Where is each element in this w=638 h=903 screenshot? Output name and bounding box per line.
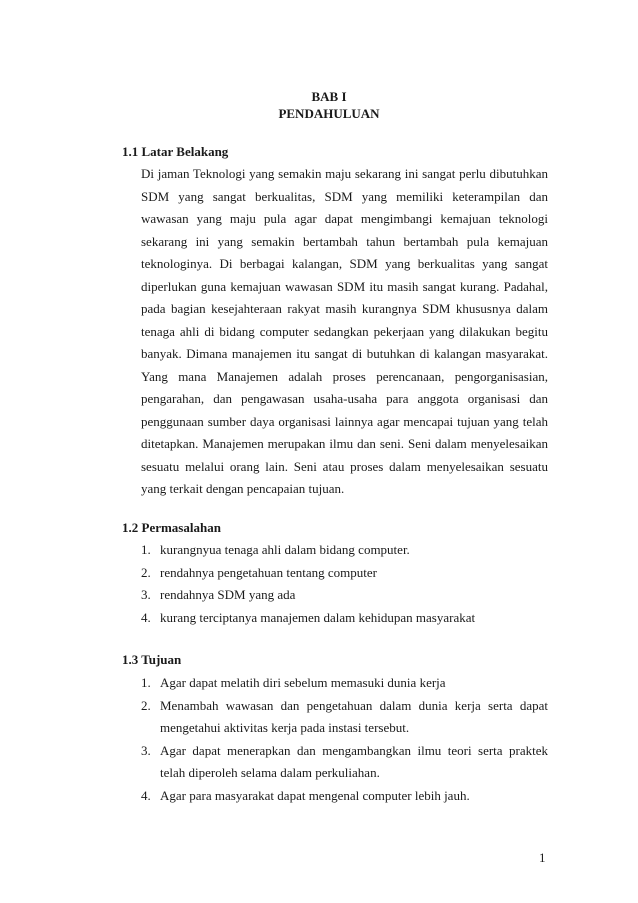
paragraph-line: Yang mana Manajemen adalah proses perencanaan, pengorganisasian, [141,369,548,384]
paragraph-line: Di jaman Teknologi yang semakin maju sekarang ini sangat perlu dibutuhkan [141,166,548,181]
paragraph-line: pengarahan, dan pengawasan usaha-usaha para anggota organisasi dan [141,391,548,406]
page-number: 1 [539,850,546,865]
list-number: 2. [141,698,151,713]
chapter-label: BAB I [311,89,347,104]
list-number: 2. [141,565,151,580]
paragraph-line: tenaga ahli di bidang computer sedangkan pekerjaan yang dilakukan begitu [141,324,548,339]
paragraph-line: penggunaan sumber daya organisasi lainnya agar mencapai tujuan yang telah [141,414,548,429]
list-text-continued: telah diperoleh selama dalam perkuliahan. [160,765,380,780]
list-number: 1. [141,542,151,557]
list-text: Agar dapat menerapkan dan mengambangkan ilmu teori serta praktek [160,743,548,758]
list-text: kurang terciptanya manajemen dalam kehidupan masyarakat [160,610,476,625]
list-number: 3. [141,743,151,758]
paragraph-line: yang terkait dengan pencapaian tujuan. [141,481,345,496]
paragraph-line: pada bagian kesejahteraan rakyat masih kurangnya SDM khususnya dalam [141,301,548,316]
list-number: 1. [141,675,151,690]
list-text: rendahnya SDM yang ada [160,587,296,602]
list-number: 4. [141,788,151,803]
list-number: 3. [141,587,151,602]
list-text: Agar dapat melatih diri sebelum memasuki dunia kerja [160,675,446,690]
paragraph-line: diperlukan guna kemajuan wawasan SDM itu masih sangat kurang. Padahal, [141,279,548,294]
section-heading-permasalahan: 1.2 Permasalahan [122,520,221,535]
paragraph-line: sekarang ini yang semakin bertambah tahun bertambah pula kemajuan [141,234,548,249]
paragraph-line: ditetapkan. Manajemen merupakan ilmu dan seni. Seni dalam menyelesaikan [141,436,548,451]
list-text: rendahnya pengetahuan tentang computer [160,565,377,580]
paragraph-line: banyak. Dimana manajemen itu sangat di butuhkan di kalangan masyarakat. [141,346,548,361]
list-text-continued: mengetahui aktivitas kerja pada instasi tersebut. [160,720,410,735]
paragraph-line: wawasan yang maju pula agar dapat mengimbangi kemajuan teknologi [141,211,548,226]
list-number: 4. [141,610,151,625]
list-text: Menambah wawasan dan pengetahuan dalam dunia kerja serta dapat [160,698,548,713]
paragraph-line: teknologinya. Di berbagai kalangan, SDM yang berkualitas yang sangat [141,256,548,271]
list-text: Agar para masyarakat dapat mengenal computer lebih jauh. [160,788,470,803]
list-text: kurangnyua tenaga ahli dalam bidang computer. [160,542,410,557]
chapter-title: PENDAHULUAN [278,106,380,121]
section-heading-latar-belakang: 1.1 Latar Belakang [122,144,229,159]
paragraph-line: SDM yang sangat berkualitas, SDM yang memiliki keterampilan dan [141,189,548,204]
section-heading-tujuan: 1.3 Tujuan [122,652,182,667]
paragraph-line: sesuatu melalui orang lain. Seni atau proses dalam menyelesaikan sesuatu [141,459,548,474]
